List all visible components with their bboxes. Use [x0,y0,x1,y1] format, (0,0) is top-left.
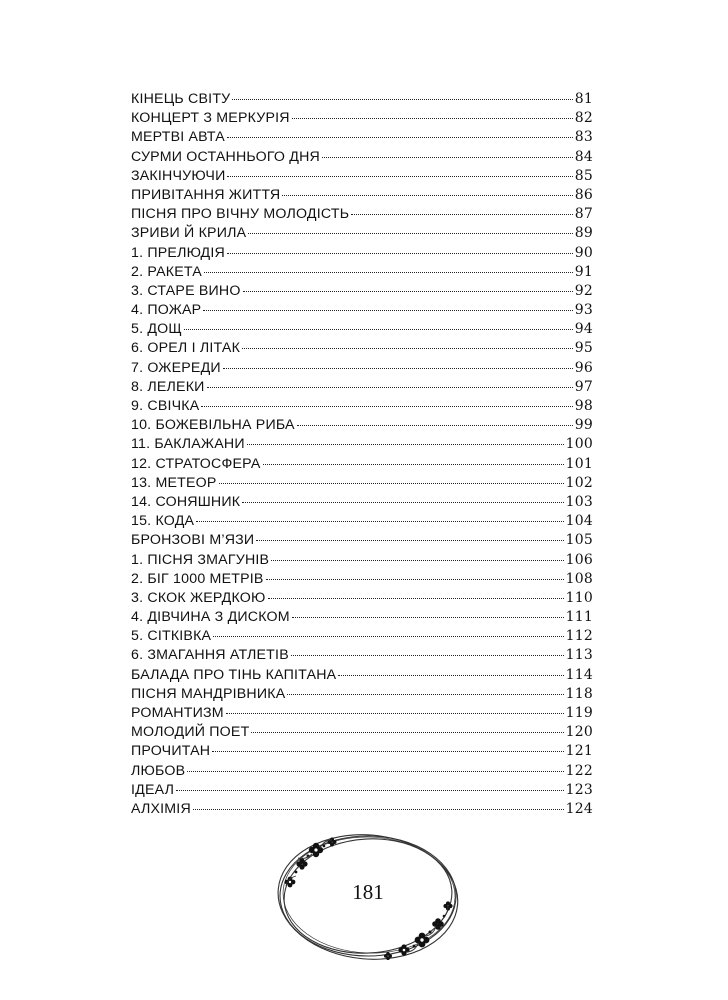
toc-entry-page: 103 [565,493,593,510]
toc-entry [131,417,593,436]
toc-entry-page: 98 [574,398,593,414]
toc-entry [131,264,593,283]
toc-entry-page: 84 [574,148,593,165]
toc-entry [131,340,593,359]
dot-leader [266,579,564,580]
toc-entry-title: 2. РАКЕТА [131,263,202,280]
page-number: 181 [352,880,384,904]
toc-entry-page: 118 [565,685,593,702]
dot-leader [287,694,563,695]
dot-leader [187,771,563,772]
dot-leader [242,348,573,349]
toc-entry [131,283,593,302]
toc-entry-page: 91 [574,263,593,280]
toc-entry-title: 4. ДІВЧИНА З ДИСКОМ [131,609,290,626]
toc-entry-page: 106 [565,551,593,568]
toc-entry-title: ЗАКІНЧУЮЧИ [131,167,226,184]
toc-entry-page: 82 [574,110,593,127]
toc-entry-page: 87 [574,206,593,223]
toc-entry [131,302,593,321]
dot-leader [212,751,563,752]
dot-leader [351,214,573,215]
dot-leader [213,636,563,637]
toc-entry [131,647,593,666]
toc-entry [131,360,593,379]
toc-entry [131,724,593,743]
toc-entry-title: РОМАНТИЗМ [131,705,224,721]
toc-entry-page: 89 [574,225,593,242]
toc-entry-title: 14. СОНЯШНИК [131,493,241,510]
toc-entry-page: 114 [565,666,593,683]
dot-leader [227,253,573,254]
dot-leader [248,233,573,234]
dot-leader [292,617,564,618]
toc-entry-title: 4. ПОЖАР [131,302,202,319]
toc-entry-title: 5. СІТКІВКА [131,628,212,645]
dot-leader [201,406,572,407]
toc-entry-title: КІНЕЦЬ СВІТУ [131,91,231,107]
toc-entry [131,321,593,340]
toc-entry [131,705,593,724]
toc-entry-page: 119 [565,705,593,721]
toc-entry [131,609,593,628]
toc-entry-page: 101 [565,455,593,472]
toc-entry-page: 85 [574,167,593,184]
toc-entry [131,91,593,110]
toc-entry-title: 1. ПРЕЛЮДІЯ [131,244,225,261]
toc-entry [131,398,593,417]
toc-entry-page: 86 [574,186,593,203]
dot-leader [282,195,572,196]
toc-entry-title: 6. ЗМАГАННЯ АТЛЕТІВ [131,647,289,664]
toc-entry-title: 3. СТАРЕ ВИНО [131,282,241,299]
toc-entry [131,571,593,590]
toc-entry-page: 94 [574,321,593,338]
toc-entry-page: 93 [574,302,593,319]
dot-leader [227,137,573,138]
toc-entry [131,129,593,148]
toc-entry [131,590,593,609]
toc-entry [131,513,593,532]
dot-leader [193,809,564,810]
toc-entry-title: 9. СВІЧКА [131,398,200,414]
toc-entry [131,743,593,762]
toc-entry-title: 13. МЕТЕОР [131,474,217,491]
toc-entry-page: 102 [565,474,593,491]
toc-entry [131,494,593,513]
toc-entry [131,225,593,244]
toc-entry [131,763,593,782]
toc-entry [131,552,593,571]
toc-entry-title: МЕРТВІ АВТА [131,129,225,146]
dot-leader [297,425,573,426]
dot-leader [204,272,573,273]
dot-leader [291,655,564,656]
toc-entry [131,475,593,494]
dot-leader [338,675,563,676]
dot-leader [243,291,573,292]
toc-entry-title: ПІСНЯ МАНДРІВНИКА [131,685,286,702]
toc-entry-title: ІДЕАЛ [131,781,175,798]
toc-entry-title: 7. ОЖЕРЕДИ [131,359,221,376]
toc-entry-title: 11. БАКЛАЖАНИ [131,436,245,453]
dot-leader [219,483,564,484]
dot-leader [232,99,572,100]
dot-leader [207,387,573,388]
toc-entry-page: 111 [565,609,593,626]
toc-entry-page: 121 [565,743,593,760]
toc-entry-page: 97 [574,378,593,395]
toc-entry-page: 92 [574,282,593,299]
toc-entry-page: 81 [574,91,593,107]
toc-entry [131,110,593,129]
toc-entry [131,206,593,225]
toc-entry [131,379,593,398]
toc-entry-page: 104 [565,513,593,530]
toc-entry-page: 96 [574,359,593,376]
toc-entry [131,801,593,820]
toc-entry-page: 90 [574,244,593,261]
toc-entry [131,168,593,187]
table-of-contents [131,91,593,820]
toc-entry-page: 123 [565,781,593,798]
dot-leader [196,521,564,522]
dot-leader [176,790,564,791]
toc-entry [131,245,593,264]
toc-entry-title: КОНЦЕРТ З МЕРКУРІЯ [131,110,290,127]
toc-entry [131,187,593,206]
toc-entry-title: 2. БІГ 1000 МЕТРІВ [131,570,264,587]
toc-entry-title: 15. КОДА [131,513,195,530]
toc-entry-page: 112 [565,628,593,645]
toc-entry-title: МОЛОДИЙ ПОЕТ [131,724,250,741]
dot-leader [263,464,564,465]
toc-entry-page: 122 [565,762,593,779]
dot-leader [292,118,573,119]
toc-entry-page: 105 [565,532,593,549]
dot-leader [184,329,573,330]
toc-entry-title: 10. БОЖЕВІЛЬНА РИБА [131,417,295,434]
toc-entry-title: 1. ПІСНЯ ЗМАГУНІВ [131,551,270,568]
toc-entry [131,686,593,705]
toc-entry-title: ЗРИВИ Й КРИЛА [131,225,247,242]
toc-entry-page: 120 [565,724,593,741]
dot-leader [223,368,573,369]
toc-entry-page: 113 [565,647,593,664]
toc-entry-title: ПРОЧИТАН [131,743,211,760]
dot-leader [268,598,564,599]
dot-leader [271,560,563,561]
toc-entry-title: БАЛАДА ПРО ТІНЬ КАПІТАНА [131,666,337,683]
dot-leader [203,310,572,311]
toc-entry-title: БРОНЗОВІ М’ЯЗИ [131,532,255,549]
toc-entry-page: 95 [574,340,593,357]
toc-entry [131,628,593,647]
toc-entry-title: 6. ОРЕЛ І ЛІТАК [131,340,241,357]
toc-entry-title: ПІСНЯ ПРО ВІЧНУ МОЛОДІСТЬ [131,206,350,223]
toc-entry-title: 8. ЛЕЛЕКИ [131,378,205,395]
toc-entry-title: СУРМИ ОСТАННЬОГО ДНЯ [131,148,321,165]
toc-entry [131,782,593,801]
dot-leader [247,444,564,445]
toc-entry [131,149,593,168]
dot-leader [256,540,563,541]
dot-leader [242,502,563,503]
dot-leader [226,713,564,714]
toc-entry-title: ЛЮБОВ [131,762,186,779]
dot-leader [251,732,563,733]
toc-entry [131,456,593,475]
toc-entry-page: 83 [574,129,593,146]
dot-leader [322,157,573,158]
toc-entry-title: АЛХІМІЯ [131,800,191,817]
toc-entry-page: 110 [565,589,593,606]
toc-entry-title: 3. СКОК ЖЕРДКОЮ [131,589,266,606]
toc-entry [131,667,593,686]
toc-entry-page: 99 [574,417,593,434]
toc-entry-page: 108 [565,570,593,587]
toc-entry-page: 100 [565,436,593,453]
toc-entry-title: 5. ДОЩ [131,321,182,338]
toc-entry [131,532,593,551]
toc-entry-page: 124 [565,800,593,817]
dot-leader [227,176,572,177]
toc-entry [131,436,593,455]
toc-entry-title: 12. СТРАТОСФЕРА [131,455,261,472]
toc-entry-title: ПРИВІТАННЯ ЖИТТЯ [131,186,281,203]
